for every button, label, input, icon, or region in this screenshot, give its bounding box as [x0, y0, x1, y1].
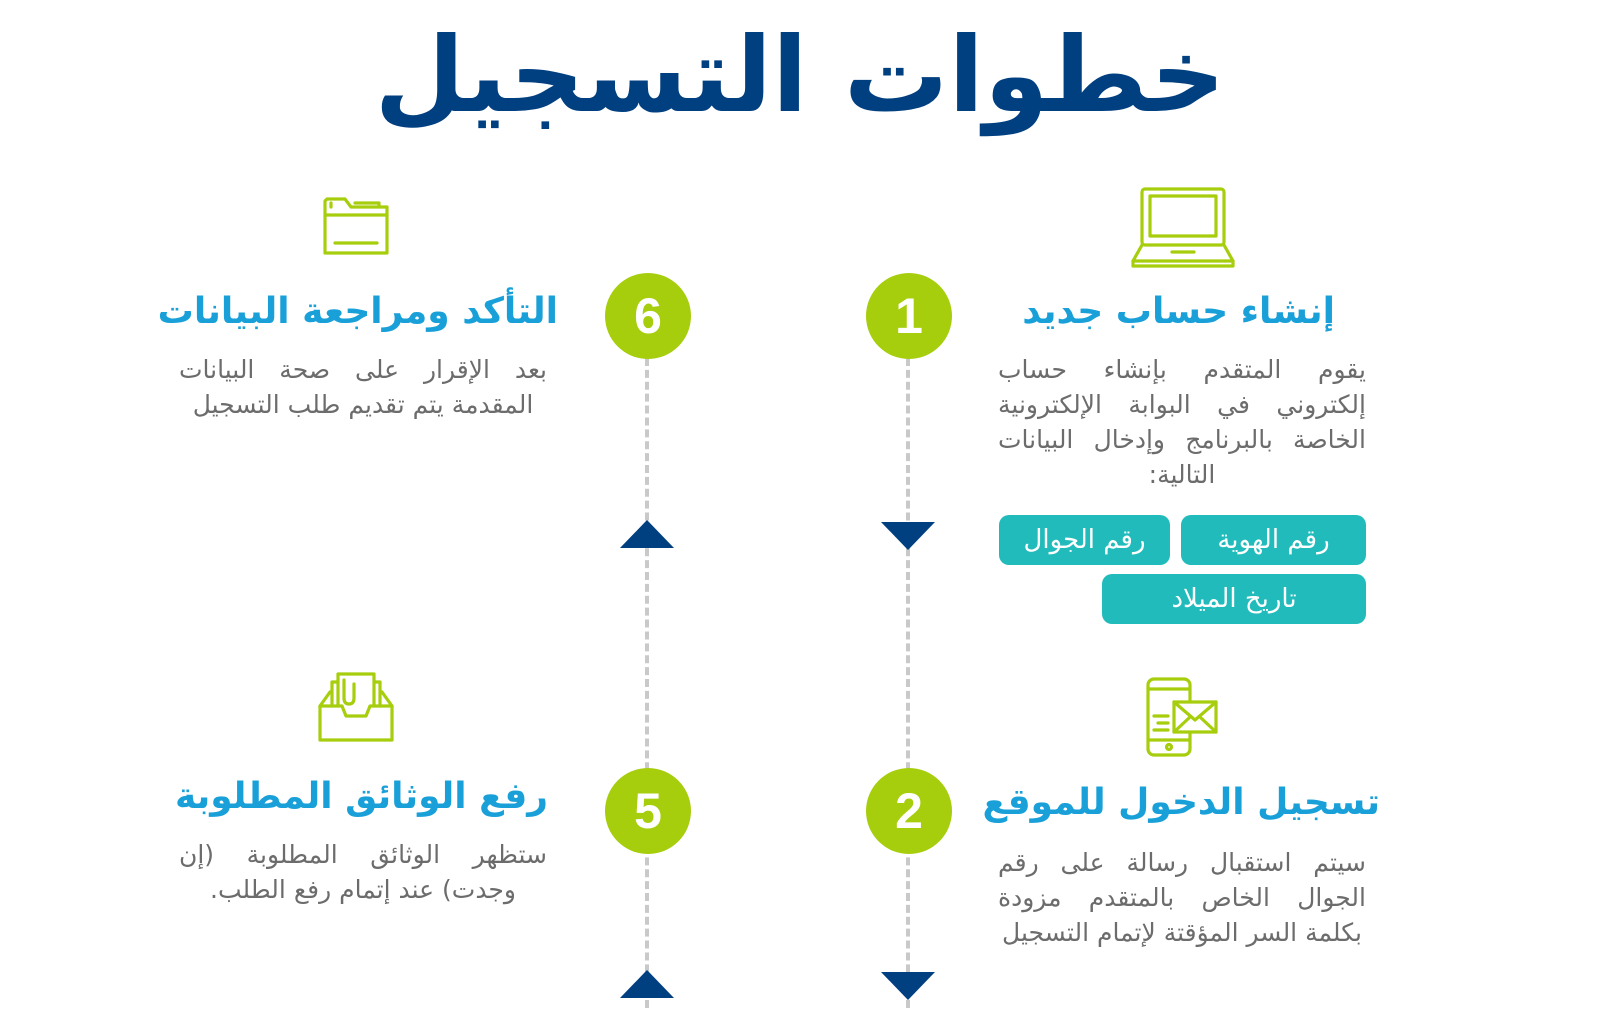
step-5-title: رفع الوثائق المطلوبة: [174, 776, 548, 817]
step-5-number: 5: [605, 768, 691, 854]
step-6-title: التأكد ومراجعة البيانات: [157, 291, 558, 332]
timeline-line-left: [645, 358, 649, 1008]
arrow-down-1: [881, 522, 935, 550]
step-2-title: تسجيل الدخول للموقع: [982, 782, 1380, 823]
laptop-icon: [1130, 186, 1236, 270]
timeline-line-right: [906, 358, 910, 1008]
arrow-down-2: [881, 972, 935, 1000]
step-1-title: إنشاء حساب جديد: [1022, 291, 1335, 332]
document-tray-icon: [316, 670, 396, 744]
step-5-description: ستظهر الوثائق المطلوبة (إن وجدت) عند إتمام رفع الطلب.: [179, 840, 547, 904]
arrow-up-1: [620, 520, 674, 548]
step-1-number: 1: [866, 273, 952, 359]
field-pill-birthdate: تاريخ الميلاد: [1102, 574, 1366, 624]
step-1-description: يقوم المتقدم بإنشاء حساب إلكتروني في البوابة الإلكترونية الخاصة بالبرنامج وإدخال البيانات التالية:: [998, 355, 1366, 489]
step-2-description: سيتم استقبال رسالة على رقم الجوال الخاص بالمتقدم مزودة بكلمة السر المؤقتة لإتمام التسجيل: [998, 848, 1366, 947]
step-6-description: بعد الإقرار على صحة البيانات المقدمة يتم تقديم طلب التسجيل: [179, 355, 547, 419]
field-pill-mobile: رقم الجوال: [999, 515, 1170, 565]
page-title: خطوات التسجيل: [374, 14, 1226, 136]
mobile-message-icon: [1144, 676, 1220, 758]
field-pill-national-id: رقم الهوية: [1181, 515, 1366, 565]
step-6-number: 6: [605, 273, 691, 359]
arrow-up-2: [620, 970, 674, 998]
step-2-number: 2: [866, 768, 952, 854]
folder-icon: [321, 193, 391, 257]
